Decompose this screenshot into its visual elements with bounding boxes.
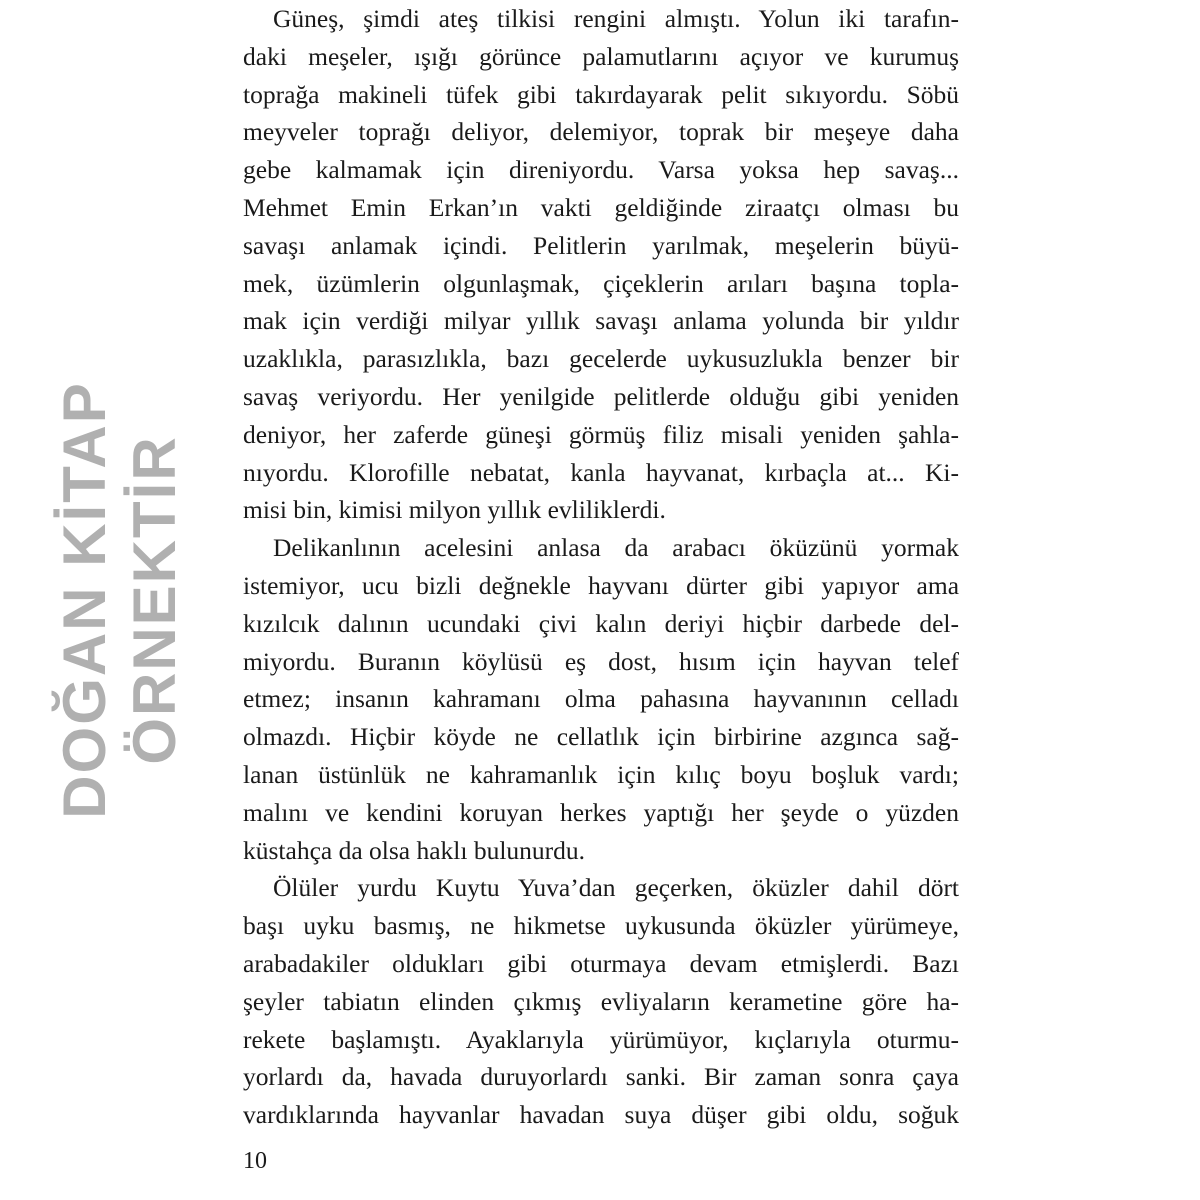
body-text xyxy=(243,0,959,1134)
text-line: toprağa makineli tüfek gibi takırdayarak pelit sıkıyordu. Söbü xyxy=(243,79,960,109)
paragraph xyxy=(243,529,959,869)
text-line: uzaklıkla, parasızlıkla, bazı gecelerde uykusuzlukla benzer bir xyxy=(243,344,959,374)
text-line: olmazdı. Hiçbir köyde ne cellatlık için birbirine azgınca sağ- xyxy=(243,722,959,752)
text-line: nıyordu. Klorofille nebatat, kanla hayvanat, kırbaçla at... Ki- xyxy=(243,457,960,487)
text-line: Güneş, şimdi ateş tilkisi rengini almıştı. Yolun iki tarafın- xyxy=(273,4,959,33)
text-line: mek, üzümlerin olgunlaşmak, çiçeklerin arıları başına topla- xyxy=(243,268,960,298)
text-line: Ölüler yurdu Kuytu Yuva’dan geçerken, öküzler dahil dört xyxy=(273,873,960,903)
text-line: daki meşeler, ışığı görünce palamutlarını açıyor ve kurumuş xyxy=(243,41,960,71)
text-line: mak için verdiği milyar yıllık savaşı anlama yolunda bir yıldır xyxy=(243,306,959,336)
text-line: kızılcık dalının ucundaki çivi kalın deriyi hiçbir darbede del- xyxy=(243,608,959,638)
text-line: malını ve kendini koruyan herkes yaptığı her şeyde o yüzden xyxy=(243,797,959,827)
paragraph xyxy=(243,0,959,529)
text-line: gebe kalmamak için direniyordu. Varsa yoksa hep savaş... xyxy=(243,155,959,185)
text-line: istemiyor, ucu bizli değnekle hayvanı dürter gibi yapıyor ama xyxy=(243,570,960,600)
text-line: lanan üstünlük ne kahramanlık için kılıç boyu boşluk vardı; xyxy=(243,759,959,789)
text-line: yorlardı da, havada duruyorlardı sanki. Bir zaman sonra çaya xyxy=(243,1062,959,1092)
watermark-publisher: DOĞAN KİTAP xyxy=(51,381,118,819)
watermark-sample-label: ÖRNEKTİR xyxy=(121,435,188,765)
text-line: misi bin, kimisi milyon yıllık evliliklerdi. xyxy=(243,495,666,525)
sample-watermark xyxy=(20,200,220,1000)
text-line: meyveler toprağı deliyor, delemiyor, toprak bir meşeye daha xyxy=(243,117,959,147)
text-line: Mehmet Emin Erkan’ın vakti geldiğinde ziraatçı olması bu xyxy=(243,192,960,222)
text-line: şeyler tabiatın elinden çıkmış evliyaların kerametine göre ha- xyxy=(243,986,960,1016)
text-line: arabadakiler oldukları gibi oturmaya devam etmişlerdi. Bazı xyxy=(243,948,960,978)
text-line: etmez; insanın kahramanı olma pahasına hayvanının celladı xyxy=(243,684,959,714)
text-line: başı uyku basmış, ne hikmetse uykusunda öküzler yürümeye, xyxy=(243,911,959,941)
text-line: savaş veriyordu. Her yenilgide pelitlerde olduğu gibi yeniden xyxy=(243,381,960,411)
text-line: deniyor, her zaferde güneşi görmüş filiz misali yeniden şahla- xyxy=(243,419,959,449)
text-line: Delikanlının acelesini anlasa da arabacı öküzünü yormak xyxy=(273,533,959,563)
text-line: rekete başlamıştı. Ayaklarıyla yürümüyor, kıçlarıyla oturmu- xyxy=(243,1024,960,1054)
paragraph xyxy=(243,869,959,1134)
text-line: küstahça da olsa haklı bulunurdu. xyxy=(243,835,586,865)
text-line: savaşı anlamak içindi. Pelitlerin yarılmak, meşelerin büyü- xyxy=(243,230,959,260)
text-line: vardıklarında hayvanlar havadan suya düşer gibi oldu, soğuk xyxy=(243,1100,960,1130)
text-line: miyordu. Buranın köylüsü eş dost, hısım için hayvan telef xyxy=(243,646,960,676)
page-number: 10 xyxy=(243,1148,267,1174)
